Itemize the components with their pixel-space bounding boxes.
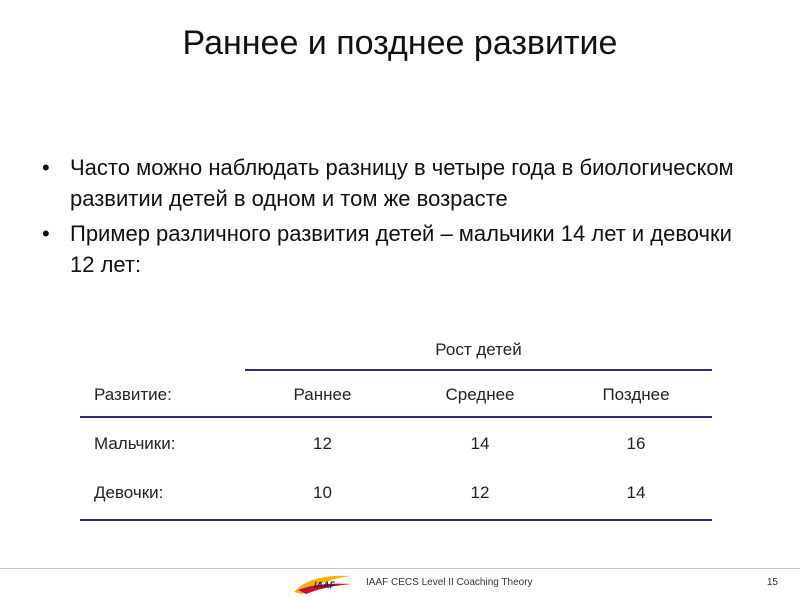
table-row: [80, 424, 712, 464]
table-cell: 10: [313, 483, 332, 502]
table-header-cell: Развитие:: [94, 385, 172, 404]
table-row: [80, 473, 712, 513]
bullet-dot-icon: •: [42, 155, 50, 180]
table-group-header: Рост детей: [435, 340, 522, 359]
bullet-list: [42, 152, 762, 284]
table-header-rule: [80, 416, 712, 418]
bullet-item: [42, 218, 762, 280]
table-top-rule: [245, 369, 712, 371]
table-cell: 12: [470, 483, 490, 502]
table-header-cell: Позднее: [602, 385, 670, 404]
table-cell: 12: [313, 434, 332, 453]
iaaf-logo-icon: [292, 570, 354, 596]
table-header-row: [80, 375, 712, 415]
table-cell: 16: [626, 434, 646, 453]
footer-text: IAAF CECS Level II Coaching Theory: [366, 577, 533, 588]
table-header-cell: Среднее: [445, 385, 515, 404]
table-cell: Мальчики:: [94, 434, 176, 453]
table-cell: 14: [626, 483, 646, 502]
bullet-dot-icon: •: [42, 221, 50, 246]
table-cell: 14: [470, 434, 490, 453]
footer-divider: [0, 568, 800, 569]
page-number: 15: [766, 577, 778, 588]
bullet-text: Часто можно наблюдать разницу в четыре года в биологическом развитии детей в одном и том же возрасте: [70, 155, 734, 211]
table-header-cell: Раннее: [293, 385, 352, 404]
bullet-item: [42, 152, 762, 214]
bullet-text: Пример различного развития детей – мальчики 14 лет и девочки 12 лет:: [70, 221, 732, 277]
table-cell: Девочки:: [94, 483, 164, 502]
logo-text: IAAF: [314, 580, 335, 590]
table-bottom-rule: [80, 519, 712, 521]
slide-title: Раннее и позднее развитие: [182, 24, 618, 62]
